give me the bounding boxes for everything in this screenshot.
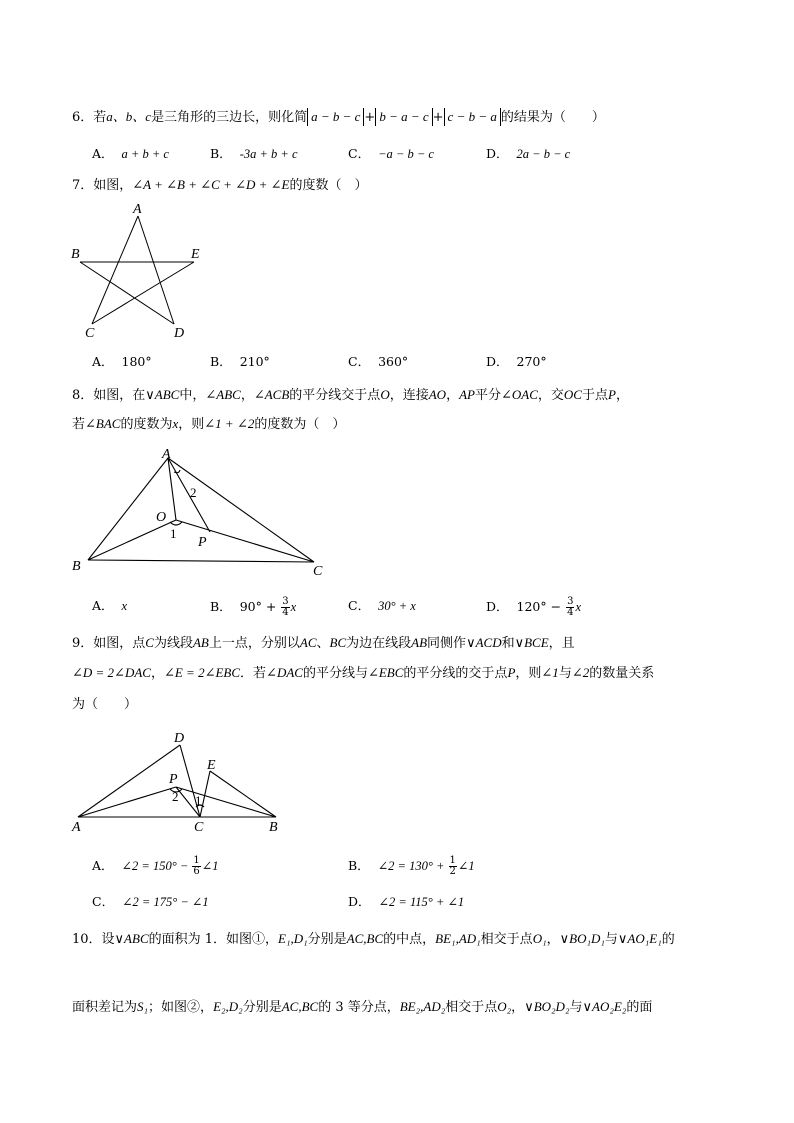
- label-angle-1: 1: [170, 526, 177, 541]
- fraction: $\frac{1}{2}$: [449, 855, 456, 877]
- star-edge-bd: [80, 262, 174, 324]
- abs-term-1: a − b − c: [307, 108, 364, 126]
- label-e: E: [191, 247, 200, 262]
- label-b: B: [71, 247, 80, 262]
- label-angle-2: 2: [172, 789, 179, 804]
- label-o: O: [156, 510, 167, 525]
- q8-stem-line1: 8．如图，在∨ABC中，∠ABC，∠ACB的平分线交于点O，连接AO，AP平分∠OAC，交OC于点P，: [72, 387, 629, 403]
- q10-stem-line2: 面积差记为S₁；如图②，E₂,D₂分别是AC,BC的 3 等分点，BE₂,AD₂相交于点O₂，∨BO₂D₂与∨AO₂E₂的面: [72, 999, 653, 1015]
- q9-option-d[interactable]: D． ∠2 = 115° + ∠1: [348, 894, 465, 909]
- q7-star-figure: [60, 200, 220, 345]
- q8-triangle-figure: [66, 442, 346, 582]
- seg-oc: [176, 520, 314, 562]
- star-edge-ad: [138, 216, 174, 324]
- edge-ce: [200, 771, 210, 817]
- label-angle-1: 1: [195, 793, 202, 808]
- q6-option-c[interactable]: C． −a − b − c: [348, 146, 434, 161]
- edge-ad: [78, 745, 180, 817]
- seg-ao: [168, 458, 176, 520]
- q9-stem-line3: 为（ ）: [72, 697, 138, 712]
- q8-option-d[interactable]: D． 120° − $\frac{3}{4}$ x: [486, 596, 581, 618]
- edge-ab: [88, 458, 168, 560]
- q7-option-b[interactable]: B． 210°: [210, 354, 270, 369]
- q6-option-a[interactable]: A． a + b + c: [92, 146, 169, 161]
- q8-option-a[interactable]: A． x: [92, 598, 128, 613]
- q9-option-a[interactable]: A． ∠2 = 150° − $\frac{1}{6}$ ∠1: [92, 855, 219, 877]
- star-edge-ec: [92, 262, 194, 324]
- label-angle-2: 2: [190, 485, 197, 500]
- seg-pb: [176, 787, 276, 817]
- q8-option-c[interactable]: C． 30° + x: [348, 598, 416, 613]
- label-a: A: [162, 447, 171, 462]
- q9-option-b[interactable]: B． ∠2 = 130° + $\frac{1}{2}$ ∠1: [348, 855, 475, 877]
- q8-stem-line2: 若∠BAC的度数为x，则∠1 + ∠2的度数为（ ）: [72, 416, 346, 432]
- label-c: C: [194, 820, 204, 835]
- q9-stem-line1: 9．如图，点C为线段AB上一点，分别以AC、BC为边在线段AB同侧作∨ACD和∨BCE，且: [72, 635, 575, 651]
- q9-figure: [64, 725, 304, 840]
- abs-term-3: c − b − a: [444, 108, 501, 126]
- q7-option-c[interactable]: C． 360°: [348, 354, 409, 369]
- q7-option-d[interactable]: D． 270°: [486, 354, 547, 369]
- q9-option-c[interactable]: C． ∠2 = 175° − ∠1: [92, 894, 209, 909]
- label-c: C: [85, 326, 95, 341]
- q6-stem: 6．若a、b、c是三角形的三边长，则化简 a − b − c + b − a − c + c − b − a 的结果为（ ）: [72, 109, 605, 125]
- edge-ac: [168, 458, 314, 562]
- label-p: P: [198, 535, 207, 550]
- q9-stem-line2: ∠D = 2∠DAC，∠E = 2∠EBC．若∠DAC的平分线与∠EBC的平分线的交于点P，则∠1与∠2的数量关系: [72, 665, 655, 681]
- fraction: $\frac{1}{6}$: [193, 855, 200, 877]
- q8-option-b[interactable]: B． 90° + $\frac{3}{4}$ x: [210, 596, 297, 618]
- edge-eb: [210, 771, 276, 817]
- label-a: A: [72, 820, 81, 835]
- q10-stem-line1: 10．设∨ABC的面积为 1．如图①，E₁,D₁分别是AC,BC的中点，BE₁,AD₁相交于点O₁，∨BO₁D₁与∨AO₁E₁的: [72, 931, 675, 947]
- q7-stem: 7．如图，∠A + ∠B + ∠C + ∠D + ∠E的度数（ ）: [72, 177, 368, 193]
- star-edge-ac: [92, 216, 138, 324]
- seg-ap: [78, 787, 176, 817]
- q6-option-d[interactable]: D． 2a − b − c: [486, 146, 571, 161]
- label-b: B: [269, 820, 278, 835]
- seg-bo: [88, 520, 176, 560]
- q6-option-b[interactable]: B． -3a + b + c: [210, 146, 298, 161]
- edge-bc: [88, 560, 314, 562]
- label-e: E: [207, 758, 216, 773]
- label-b: B: [72, 559, 81, 574]
- label-p: P: [169, 772, 178, 787]
- label-d: D: [174, 326, 185, 341]
- q7-option-a[interactable]: A． 180°: [92, 354, 152, 369]
- fraction: $\frac{3}{4}$: [282, 596, 289, 618]
- label-d: D: [174, 731, 185, 746]
- label-c: C: [313, 564, 323, 579]
- fraction: $\frac{3}{4}$: [567, 596, 574, 618]
- abs-term-2: b − a − c: [375, 108, 432, 126]
- label-a: A: [133, 202, 142, 217]
